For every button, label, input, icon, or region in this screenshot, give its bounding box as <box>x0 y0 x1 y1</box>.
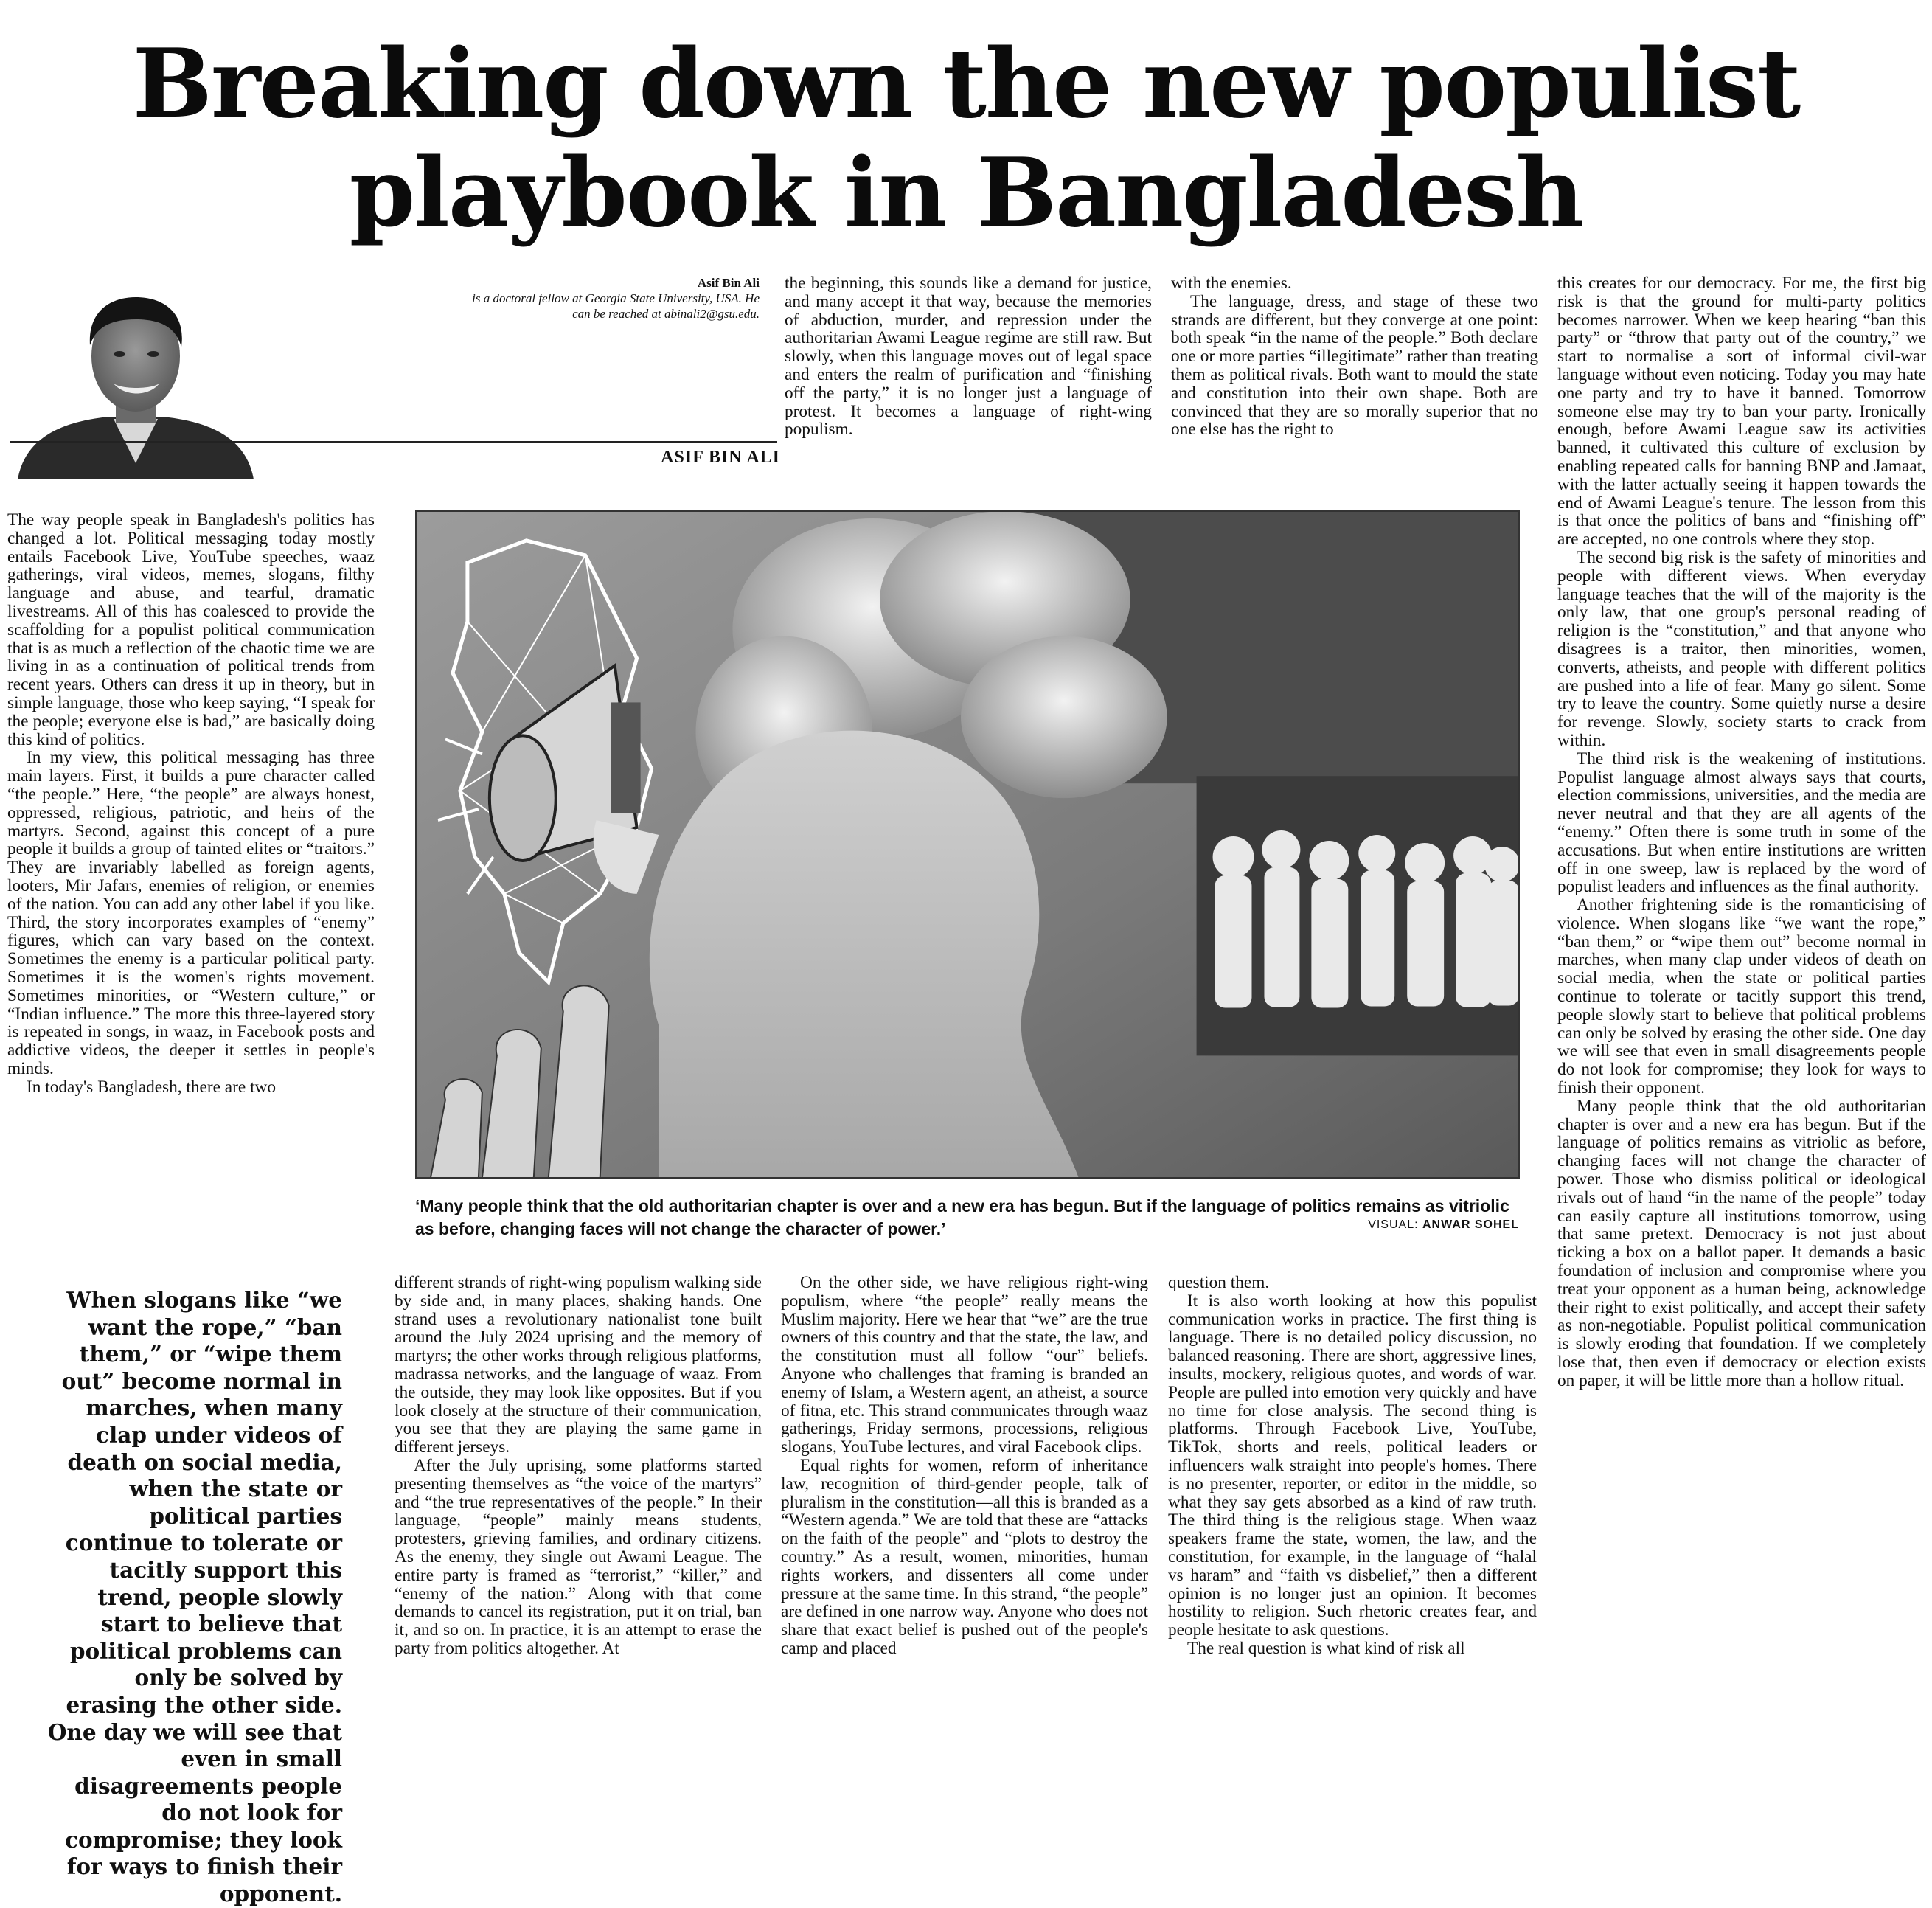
image-credit <box>1305 1218 1519 1232</box>
author-portrait <box>10 279 254 479</box>
bottom-col4-paragraph-1: question them. <box>1168 1273 1270 1292</box>
bottom-col3-paragraph-2: Equal rights for women, reform of inheritance law, recognition of third-gender people, talk of pluralism in the constitution—all this is branded as a “Western agenda.” We are told that these are “attacks on the faith of the people” and “plots to destroy the country.” As a result, women, minorities, human rights workers, and dissenters all come under pressure at the same time. In this strand, “the people” are defined in one narrow way. Anyone who does not share that exact belief is pushed out of the people's camp and placed <box>781 1455 1148 1658</box>
author-name: Asif Bin Ali <box>697 276 760 290</box>
col1-paragraph-2: In my view, this political messaging has three main layers. First, it builds a pure character called “the people.” Here, “the people” are always honest, oppressed, religious, patriotic, and heirs of the martyrs. Second, against this concept of a pure people it builds a group of tainted elites or “traitors.” They are invariably labelled as foreign agents, looters, Mir Jafars, enemies of religion, or enemies of the nation. You can add any other label if you like. Third, the story incorporates examples of “enemy” figures, which can vary based on the context. Sometimes the enemy is a particular political party. Sometimes it is the women's rights movement. Sometimes minorities, or “Western culture,” or “Indian influence.” The more this three-layered story is repeated in songs, in waaz, in Facebook posts and addictive videos, the deeper it settles in people's minds. <box>7 748 375 1078</box>
column-3-bottom <box>781 1274 1148 1658</box>
byline-rule <box>10 441 777 443</box>
headline <box>59 30 1873 248</box>
bottom-col4-paragraph-2: It is also worth looking at how this populist communication works in practice. The first thing is language. There is no detailed policy discussion, no balanced reasoning. There are short, aggressive lines, insults, mockery, religious quotes, and words of war. People are pulled into emotion very quickly and have no time for close analysis. The second thing is platforms. Through Facebook Live, YouTube, TikTok, shorts and reels, political leaders or influencers walk straight into people's homes. There is no presenter, reporter, or editor in the middle, so what they say gets absorbed as a kind of raw truth. The third thing is the religious stage. When waaz speakers frame the state, women, the law, and the constitution, for example, in the language of “halal vs haram” and “faith vs disbelief,” then a different opinion is no longer just an opinion. It becomes hostility to religion. Such rhetoric creates fear, and people hesitate to ask questions. <box>1168 1291 1537 1640</box>
headline-line-1: Breaking down the new populist <box>132 29 1800 139</box>
col3-top-paragraph-1: with the enemies. <box>1171 274 1292 293</box>
bottom-col2-paragraph-1: different strands of right-wing populism walking side by side and, in many places, shaking hands. One strand uses a revolutionary nationalist tone built around the July 2024 uprising and the memory of martyrs; the other works through religious platforms, madrassa networks, and the language of waaz. From the outside, they may look like opposites. But if you look closely at the structure of their communication, you see that they are playing the same game in different jerseys. <box>395 1273 762 1457</box>
col4-paragraph-1: this creates for our democracy. For me, the first big risk is that the ground for multi-party politics becomes narrower. When we keep hearing “ban this party” or “throw that party out of the country,” we start to normalise a sort of informal civil-war language without even noticing. Today you may hate one party and try to have it banned. Tomorrow someone else may try to ban your party. Ironically enough, before Awami League saw its activities banned, it cultivated this culture of exclusion by enabling repeated calls for banning BNP and Jamaat, with the latter actually seeing it happen towards the end of Awami League's tenure. The lesson from this is that once the politics of bans and “finishing off” are accepted, no one controls where they stop. <box>1557 274 1926 549</box>
column-3-top <box>1171 274 1538 439</box>
bottom-col4-paragraph-3: The real question is what kind of risk all <box>1187 1638 1465 1658</box>
image-credit-name: ANWAR SOHEL <box>1422 1218 1519 1231</box>
column-1 <box>7 511 375 1097</box>
image-credit-prefix: VISUAL: <box>1368 1218 1422 1231</box>
author-info <box>369 275 760 322</box>
pull-quote: When slogans like “we want the rope,” “ban them,” or “wipe them out” become normal in marches, when many clap under videos of death on social media, when the state or political parties continue to tolerate or tacitly support this trend, people slowly start to believe that political problems can only be solved by erasing the other side. One day we will see that even in small disagreements people do not look for compromise; they look for ways to finish their opponent. <box>47 1287 342 1907</box>
bottom-col3-paragraph-1: On the other side, we have religious right-wing populism, where “the people” really means the Muslim majority. Here we hear that “we” are the true owners of this country and that the state, the law, and the constitution must all follow “our” beliefs. Anyone who challenges that framing is branded an enemy of Islam, a Western agent, an atheist, a source of fitna, etc. This strand communicates through waaz gatherings, Friday sermons, processions, religious slogans, YouTube lectures, and viral Facebook clips. <box>781 1273 1148 1457</box>
column-2-top <box>785 274 1152 439</box>
bottom-col2-paragraph-2: After the July uprising, some platforms started presenting themselves as “the voice of the martyrs” and “the true representatives of the people.” In their language, “people” mainly means students, protesters, grieving families, and ordinary citizens. As the enemy, they single out Awami League. The entire party is framed as “terrorist,” “killer,” and “enemy of the nation.” Along with that come demands to cancel its registration, put it on trial, ban it, and so on. In practice, it is an attempt to erase the party from politics altogether. At <box>395 1455 762 1658</box>
col3-top-paragraph-2: The language, dress, and stage of these two strands are different, but they converge at one point: both speak “in the name of the people.” Both declare one or more parties “illegitimate” rather than treating them as political rivals. Both want to mould the state and constitution into their own shape. Both are convinced that they are so morally superior that no one else has the right to <box>1171 291 1538 440</box>
image-caption: ‘Many people think that the old authoritarian chapter is over and a new era has begun. But if the language of politics remains as vitriolic as before, changing faces will not change the character of power.’ <box>415 1196 1509 1238</box>
byline: ASIF BIN ALI <box>661 448 780 467</box>
illustration-megaphone-crowd <box>415 510 1520 1179</box>
headline-line-2: playbook in Bangladesh <box>349 138 1583 249</box>
col4-paragraph-3: The third risk is the weakening of institutions. Populist language almost always says that courts, election commissions, universities, and the media are never neutral and that they are all agents of the “enemy.” Often there is some truth in some of the accusations. But when entire institutions are written off in one sweep, law is replaced by the word of populist leaders and influences as the final authority. <box>1557 749 1926 897</box>
author-bio-line-1: is a doctoral fellow at Georgia State University, USA. He <box>472 291 760 305</box>
col1-paragraph-1: The way people speak in Bangladesh's politics has changed a lot. Political messaging today mostly entails Facebook Live, YouTube speeches, waaz gatherings, viral videos, memes, slogans, filthy language and abuse, and tearful, dramatic livestreams. All of this has coalesced to provide the scaffolding for a populist political communication that is as much a reflection of the chaotic time we are living in as a continuation of political trends from recent years. Others can dress it up in theory, but in simple language, those who keep saying, “I speak for the people; everyone else is bad,” are basically doing this kind of politics. <box>7 510 375 749</box>
col1-paragraph-3: In today's Bangladesh, there are two <box>27 1077 277 1097</box>
col2-top-paragraph-1: the beginning, this sounds like a demand for justice, and many accept it that way, because the memories of abduction, murder, and repression under the authoritarian Awami League regime are still raw. But slowly, when this language moves out of legal space and enters the realm of purification and “finishing off the party,” it is no longer just a language of protest. It becomes a language of right-wing populism. <box>785 274 1152 440</box>
col4-paragraph-2: The second big risk is the safety of minorities and people with different views. When everyday language teaches that the will of the majority is the only law, that one group's personal reading of religion is the “constitution,” and that anyone who disagrees is a traitor, then minorities, women, converts, atheists, and people with different politics are pushed into a life of fear. Many go silent. Some try to leave the country. Some quietly nurse a desire for revenge. Slowly, society starts to crack from within. <box>1557 547 1926 750</box>
column-4 <box>1557 274 1926 1390</box>
author-bio-line-2: can be reached at abinali2@gsu.edu. <box>572 307 760 321</box>
col4-paragraph-4: Another frightening side is the romanticising of violence. When slogans like “we want the rope,” “ban them,” or “wipe them out” become normal in marches, when many clap under videos of death on social media, when the state or political parties continue to tolerate or tacitly support this trend, people slowly start to believe that political problems can only be solved by erasing the other side. One day we will see that even in small disagreements people do not look for compromise; they look for ways to finish their opponent. <box>1557 895 1926 1098</box>
column-4-bottom <box>1168 1274 1537 1658</box>
col4-paragraph-5: Many people think that the old authoritarian chapter is over and a new era has begun. But if the language of politics remains as vitriolic as before, changing faces will not change the character of power. Those who dismiss political or ideological rivals out of hand “in the name of the people” today can easily capture all institutions tomorrow, using that same pretext. Democracy is not just about ticking a box on a ballot paper. It demands a basic foundation of inclusion and compromise where you treat your opponent as a human being, acknowledge their right to exist politically, and accept their safety as non-negotiable. Populist political communication is slowly eroding that foundation. If we completely lose that, then even if democracy or election exists on paper, it will be little more than a hollow ritual. <box>1557 1096 1926 1390</box>
column-2-bottom <box>395 1274 762 1658</box>
